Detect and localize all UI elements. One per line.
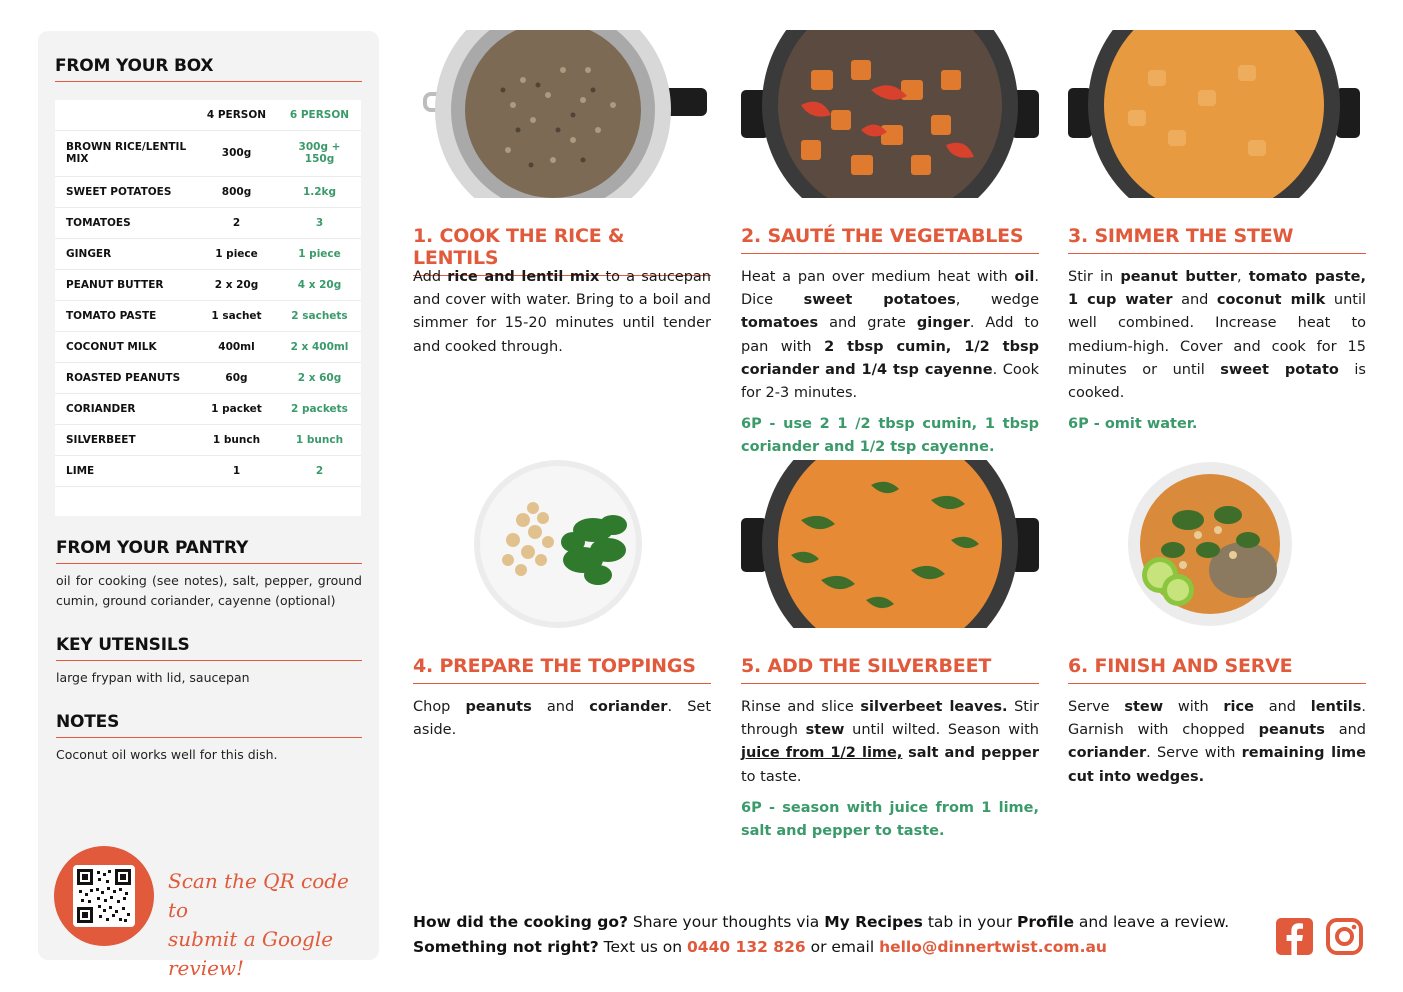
table-row bbox=[55, 269, 361, 300]
quantity-4-person: 400ml bbox=[195, 331, 278, 362]
table-row bbox=[55, 300, 361, 331]
quantity-4-person: 1 bbox=[195, 455, 278, 486]
quantity-4-person: 1 bunch bbox=[195, 424, 278, 455]
step-1-image bbox=[413, 30, 711, 198]
table-row bbox=[55, 207, 361, 238]
footer-feedback bbox=[413, 910, 1233, 960]
quantity-4-person: 300g bbox=[195, 130, 278, 176]
ingredient-name: LIME bbox=[55, 455, 195, 486]
table-row bbox=[55, 424, 361, 455]
sidebar bbox=[38, 31, 379, 980]
step-6-image bbox=[1068, 460, 1366, 628]
step-4-body: Chop peanuts and coriander. Set aside. bbox=[413, 699, 712, 739]
ingredient-name: COCONUT MILK bbox=[55, 331, 195, 362]
phone-link[interactable]: 0440 132 826 bbox=[687, 938, 806, 956]
table-row bbox=[55, 393, 361, 424]
quantity-4-person: 800g bbox=[195, 176, 278, 207]
quantity-4-person: 2 bbox=[195, 207, 278, 238]
quantity-6-person: 300g + 150g bbox=[278, 130, 361, 176]
header-4-person: 4 PERSON bbox=[195, 100, 278, 130]
pantry-title: FROM YOUR PANTRY bbox=[56, 538, 362, 564]
table-row bbox=[55, 331, 361, 362]
step-2-body: Heat a pan over medium heat with oil. Dice sweet potatoes, wedge tomatoes and grate ginger. Add to pan with 2 tbsp cumin, 1/2 tbsp coriander and 1/4 tsp cayenne. Cook for 2-3 minutes. 6P - use 2 1 /2 tbsp cumin, 1 tbsp coriander and 1/2 tsp cayenne. bbox=[741, 266, 1039, 460]
quantity-6-person: 2 packets bbox=[278, 393, 361, 424]
qr-line-1: Scan the QR code to bbox=[168, 869, 349, 922]
email-link[interactable]: hello@dinnertwist.com.au bbox=[879, 938, 1107, 956]
ingredient-name: GINGER bbox=[55, 238, 195, 269]
utensils-text: large frypan with lid, saucepan bbox=[56, 670, 250, 685]
notes-text: Coconut oil works well for this dish. bbox=[56, 747, 278, 762]
step-5-title: 5. ADD THE SILVERBEET bbox=[741, 655, 1039, 684]
table-row bbox=[55, 362, 361, 393]
footer-line-1: How did the cooking go? Share your thoughts via My Recipes tab in your Profile and leave a review. bbox=[413, 913, 1230, 931]
ingredient-name: SWEET POTATOES bbox=[55, 176, 195, 207]
step-6-body: Serve stew with rice and lentils. Garnish with chopped peanuts and coriander. Serve with remaining lime cut into wedges. bbox=[1068, 699, 1366, 785]
qr-code-badge[interactable] bbox=[54, 846, 154, 946]
table-row bbox=[55, 238, 361, 269]
qr-line-2: submit a Google review! bbox=[168, 927, 334, 980]
step-3-image bbox=[1068, 30, 1366, 198]
ingredient-name: CORIANDER bbox=[55, 393, 195, 424]
table-row bbox=[55, 130, 361, 176]
step-4-title: 4. PREPARE THE TOPPINGS bbox=[413, 655, 711, 684]
step-3-body: Stir in peanut butter, tomato paste, 1 cup water and coconut milk until well combined. Increase heat to medium-high. Cover and cook for 15 minutes or until sweet potato is cooked. 6P - omit water. bbox=[1068, 266, 1366, 436]
footer-line-2: Something not right? Text us on 0440 132 826 or email hello@dinnertwist.com.au bbox=[413, 938, 1107, 956]
step-2-image bbox=[741, 30, 1039, 198]
facebook-icon[interactable] bbox=[1276, 918, 1313, 955]
step-5-body: Rinse and slice silverbeet leaves. Stir through stew until wilted. Season with juice from 1/2 lime, salt and pepper to taste. 6P - season with juice from 1 lime, salt and pepper to taste. bbox=[741, 696, 1039, 843]
quantity-4-person: 60g bbox=[195, 362, 278, 393]
quantity-4-person: 1 packet bbox=[195, 393, 278, 424]
step-1-title: 1. COOK THE RICE & LENTILS bbox=[413, 225, 711, 276]
notes-title: NOTES bbox=[56, 712, 362, 738]
table-header-row bbox=[55, 100, 361, 130]
table-row bbox=[55, 455, 361, 486]
step-4-image bbox=[413, 460, 711, 628]
ingredient-name: SILVERBEET bbox=[55, 424, 195, 455]
header-name bbox=[55, 100, 195, 130]
ingredient-name: PEANUT BUTTER bbox=[55, 269, 195, 300]
quantity-6-person: 1.2kg bbox=[278, 176, 361, 207]
ingredient-name: BROWN RICE/LENTIL MIX bbox=[55, 130, 195, 176]
quantity-6-person: 1 piece bbox=[278, 238, 361, 269]
instagram-icon[interactable] bbox=[1326, 918, 1363, 955]
table-row-empty bbox=[55, 486, 361, 516]
quantity-4-person: 2 x 20g bbox=[195, 269, 278, 300]
step-5-6p-note: 6P - season with juice from 1 lime, salt and pepper to taste. bbox=[741, 799, 1039, 840]
ingredient-name: ROASTED PEANUTS bbox=[55, 362, 195, 393]
quantity-6-person: 2 x 60g bbox=[278, 362, 361, 393]
step-5-image bbox=[741, 460, 1039, 628]
qr-code-icon[interactable] bbox=[73, 865, 135, 927]
quantity-6-person: 2 sachets bbox=[278, 300, 361, 331]
pantry-text: oil for cooking (see notes), salt, pepper, ground cumin, ground coriander, cayenne (optional) bbox=[56, 573, 362, 608]
ingredients-table bbox=[55, 100, 361, 516]
step-2-title: 2. SAUTÉ THE VEGETABLES bbox=[741, 225, 1039, 254]
table-row bbox=[55, 176, 361, 207]
quantity-4-person: 1 piece bbox=[195, 238, 278, 269]
step-6-title: 6. FINISH AND SERVE bbox=[1068, 655, 1366, 684]
step-2-6p-note: 6P - use 2 1 /2 tbsp cumin, 1 tbsp coriander and 1/2 tsp cayenne. bbox=[741, 416, 1039, 456]
quantity-6-person: 4 x 20g bbox=[278, 269, 361, 300]
utensils-title: KEY UTENSILS bbox=[56, 635, 362, 661]
ingredient-name: TOMATOES bbox=[55, 207, 195, 238]
step-3-6p-note: 6P - omit water. bbox=[1068, 416, 1198, 433]
quantity-4-person: 1 sachet bbox=[195, 300, 278, 331]
qr-review-prompt bbox=[168, 867, 368, 983]
header-6-person: 6 PERSON bbox=[278, 100, 361, 130]
from-your-box-title: FROM YOUR BOX bbox=[55, 56, 362, 82]
quantity-6-person: 3 bbox=[278, 207, 361, 238]
step-1-body: Add rice and lentil mix to a saucepan and cover with water. Bring to a boil and simmer for 15-20 minutes until tender and cooked through. bbox=[413, 269, 711, 355]
ingredient-name: TOMATO PASTE bbox=[55, 300, 195, 331]
quantity-6-person: 2 bbox=[278, 455, 361, 486]
quantity-6-person: 2 x 400ml bbox=[278, 331, 361, 362]
step-3-title: 3. SIMMER THE STEW bbox=[1068, 225, 1366, 254]
quantity-6-person: 1 bunch bbox=[278, 424, 361, 455]
